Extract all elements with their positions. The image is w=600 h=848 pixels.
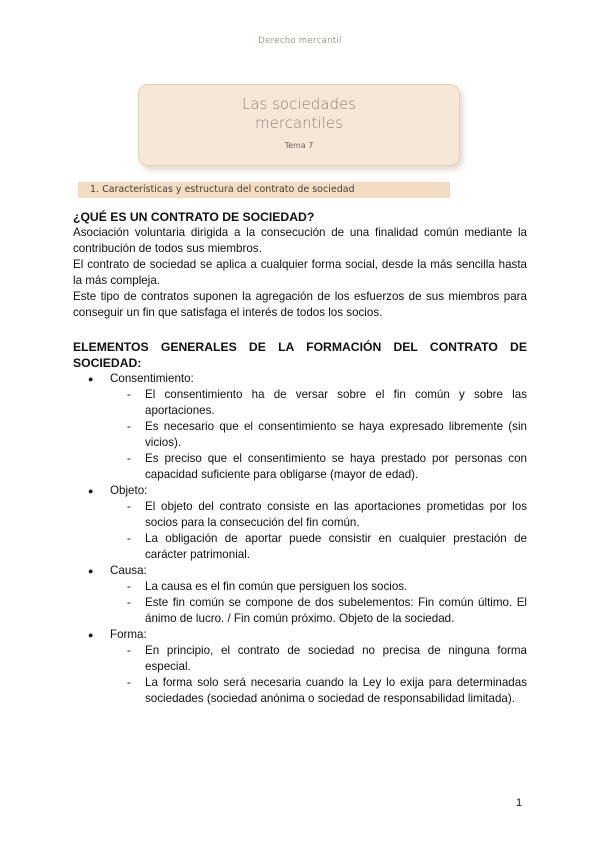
page-number: 1 [516,797,523,809]
sub-item: - En principio, el contrato de sociedad no precisa de ninguna forma especial. [145,643,527,675]
sub-item: - Este fin común se compone de dos subelementos: Fin común último. El ánimo de lucro. / Fin común próximo. Objeto de la sociedad. [145,595,527,627]
document-body [73,209,527,707]
elements-list [73,371,527,707]
sub-item: - Es preciso que el consentimiento se haya prestado por personas con capacidad suficiente para obligarse (mayor de edad). [145,451,527,483]
intro-paragraph-1: Asociación voluntaria dirigida a la consecución de una finalidad común mediante la contribución de todos sus miembros. [73,226,527,255]
intro-paragraph-3: Este tipo de contratos suponen la agregación de los esfuerzos de sus miembros para conseguir un fin que satisfaga el interés de todos los socios. [73,290,527,319]
intro-paragraph-2: El contrato de sociedad se aplica a cualquier forma social, desde la más sencilla hasta la más compleja. [73,258,527,287]
title: Las sociedades mercantiles [241,95,357,132]
sub-item: - La obligación de aportar puede consistir en cualquier prestación de carácter patrimonial. [145,531,527,563]
elements-heading: ELEMENTOS GENERALES DE LA FORMACIÓN DEL CONTRATO DE SOCIEDAD: [73,340,527,370]
element-label: ● Causa: [110,564,147,577]
sub-item: - El consentimiento ha de versar sobre el fin común y sobre las aportaciones. [145,387,527,419]
document-header: Derecho mercantil [258,36,342,46]
subtitle: Tema 7 [284,141,314,150]
list-item [73,371,527,483]
sub-item: - La forma solo será necesaria cuando la Ley lo exija para determinadas sociedades (sociedad anónima o sociedad de responsabilidad limitada). [145,675,527,707]
sub-item: - Es necesario que el consentimiento se haya expresado libremente (sin vicios). [145,419,527,451]
list-item [73,563,527,627]
list-item [73,627,527,707]
element-label: ● Consentimiento: [110,372,194,385]
section-heading: 1. Características y estructura del contrato de sociedad [78,182,450,198]
sub-item: - La causa es el fin común que persiguen los socios. [145,579,527,595]
element-label: ● Objeto: [110,484,148,497]
element-label: ● Forma: [110,628,147,641]
list-item [73,483,527,563]
intro-heading: ¿QUÉ ES UN CONTRATO DE SOCIEDAD? [73,210,315,224]
sub-item: - El objeto del contrato consiste en las aportaciones prometidas por los socios para la consecución del fin común. [145,499,527,531]
title-card [138,84,460,166]
